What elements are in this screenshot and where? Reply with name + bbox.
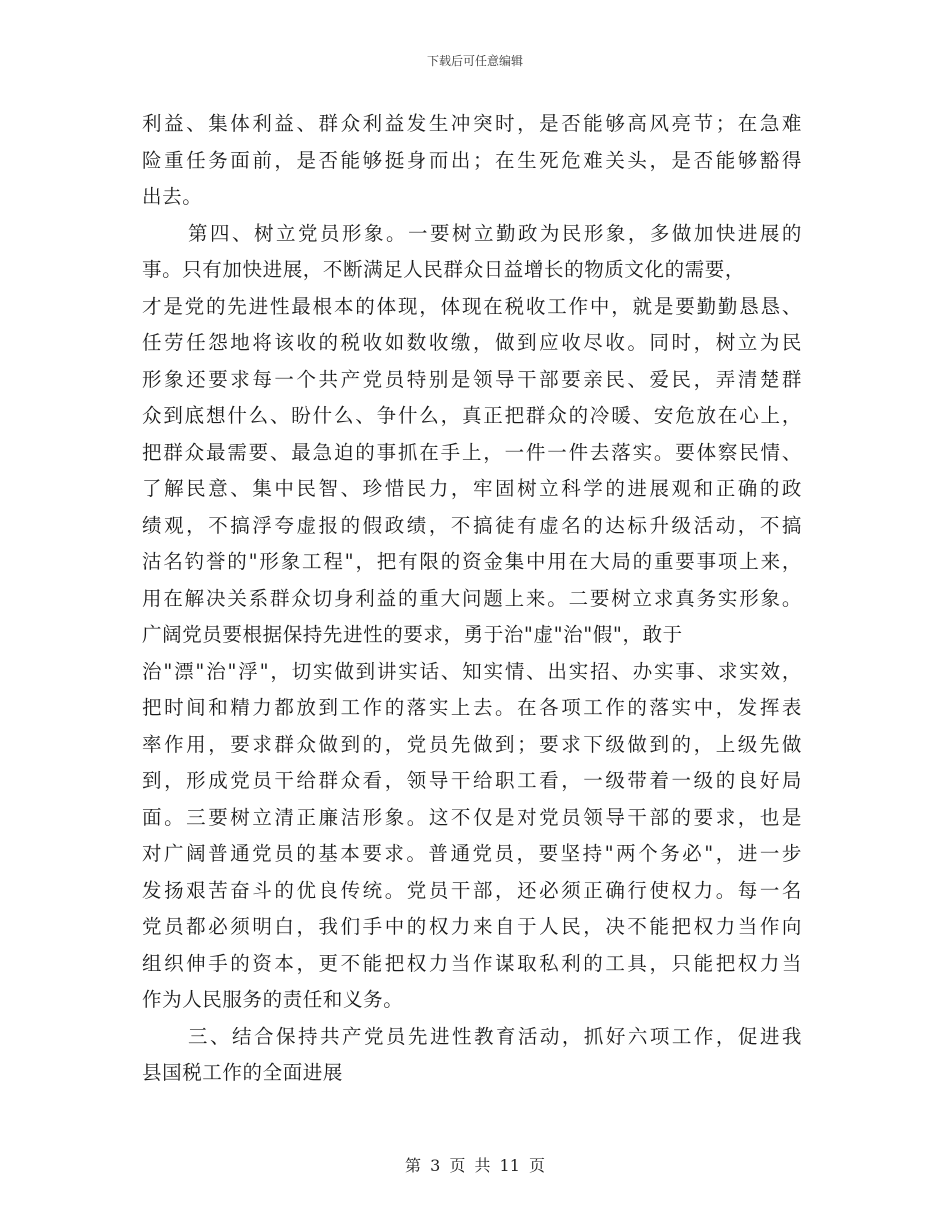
page-number-footer: 第 3 页 共 11 页 [405, 1156, 545, 1175]
page-header-note: 下载后可任意编辑 [426, 54, 523, 68]
text-line: 沽名钓誉的"形象工程"，把有限的资金集中用在大局的重要事项上来， [142, 550, 802, 573]
text-line: 组织伸手的资本，更不能把权力当作谋取私利的工具，只能把权力当 [142, 951, 802, 975]
text-line: 把时间和精力都放到工作的落实上去。在各项工作的落实中，发挥表 [142, 696, 802, 719]
text-line: 利益、集体利益、群众利益发生冲突时，是否能够高风亮节；在急难 [142, 112, 802, 135]
text-line: 县国税工作的全面进展 [142, 1061, 344, 1084]
text-line: 险重任务面前，是否能够挺身而出；在生死危难关头，是否能够豁得 [142, 148, 802, 172]
text-line: 对广阔普通党员的基本要求。普通党员，要坚持"两个务必"，进一步 [142, 842, 802, 865]
text-line: 发扬艰苦奋斗的优良传统。党员干部，还必须正确行使权力。每一名 [142, 878, 802, 902]
text-line: 作为人民服务的责任和义务。 [142, 988, 404, 1011]
text-line: 第四、树立党员形象。一要树立勤政为民形象，多做加快进展的 [188, 221, 802, 245]
text-line: 事。只有加快进展，不断满足人民群众日益增长的物质文化的需要， [142, 258, 746, 281]
text-line: 绩观，不搞浮夸虚报的假政绩，不搞徒有虚名的达标升级活动，不搞 [142, 513, 802, 537]
text-line: 任劳任怨地将该收的税收如数收缴，做到应收尽收。同时，树立为民 [142, 331, 802, 354]
text-line: 党员都必须明白，我们手中的权力来自于人民，决不能把权力当作向 [142, 915, 802, 938]
text-line: 到，形成党员干给群众看，领导干给职工看，一级带着一级的良好局 [142, 769, 802, 792]
text-line: 了解民意、集中民智、珍惜民力，牢固树立科学的进展观和正确的政 [142, 477, 802, 500]
text-line: 才是党的先进性最根本的体现，体现在税收工作中，就是要勤勤恳恳、 [142, 294, 802, 318]
text-line: 众到底想什么、盼什么、争什么，真正把群众的冷暖、安危放在心上， [142, 404, 802, 427]
text-line: 形象还要求每一个共产党员特别是领导干部要亲民、爱民，弄清楚群 [142, 367, 802, 391]
text-line: 治"漂"治"浮"，切实做到讲实话、知实情、出实招、办实事、求实效， [142, 659, 802, 683]
text-line: 面。三要树立清正廉洁形象。这不仅是对党员领导干部的要求，也是 [142, 805, 802, 829]
text-line: 三、结合保持共产党员先进性教育活动，抓好六项工作，促进我 [188, 1024, 802, 1048]
text-line: 把群众最需要、最急迫的事抓在手上，一件一件去落实。要体察民情、 [142, 440, 802, 464]
text-line: 用在解决关系群众切身利益的重大问题上来。二要树立求真务实形象。 [142, 586, 802, 610]
document-body [142, 106, 802, 1092]
text-line: 出去。 [142, 185, 203, 208]
text-line: 率作用，要求群众做到的，党员先做到；要求下级做到的，上级先做 [142, 732, 802, 756]
text-line: 广阔党员要根据保持先进性的要求，勇于治"虚"治"假"，敢于 [142, 623, 683, 646]
